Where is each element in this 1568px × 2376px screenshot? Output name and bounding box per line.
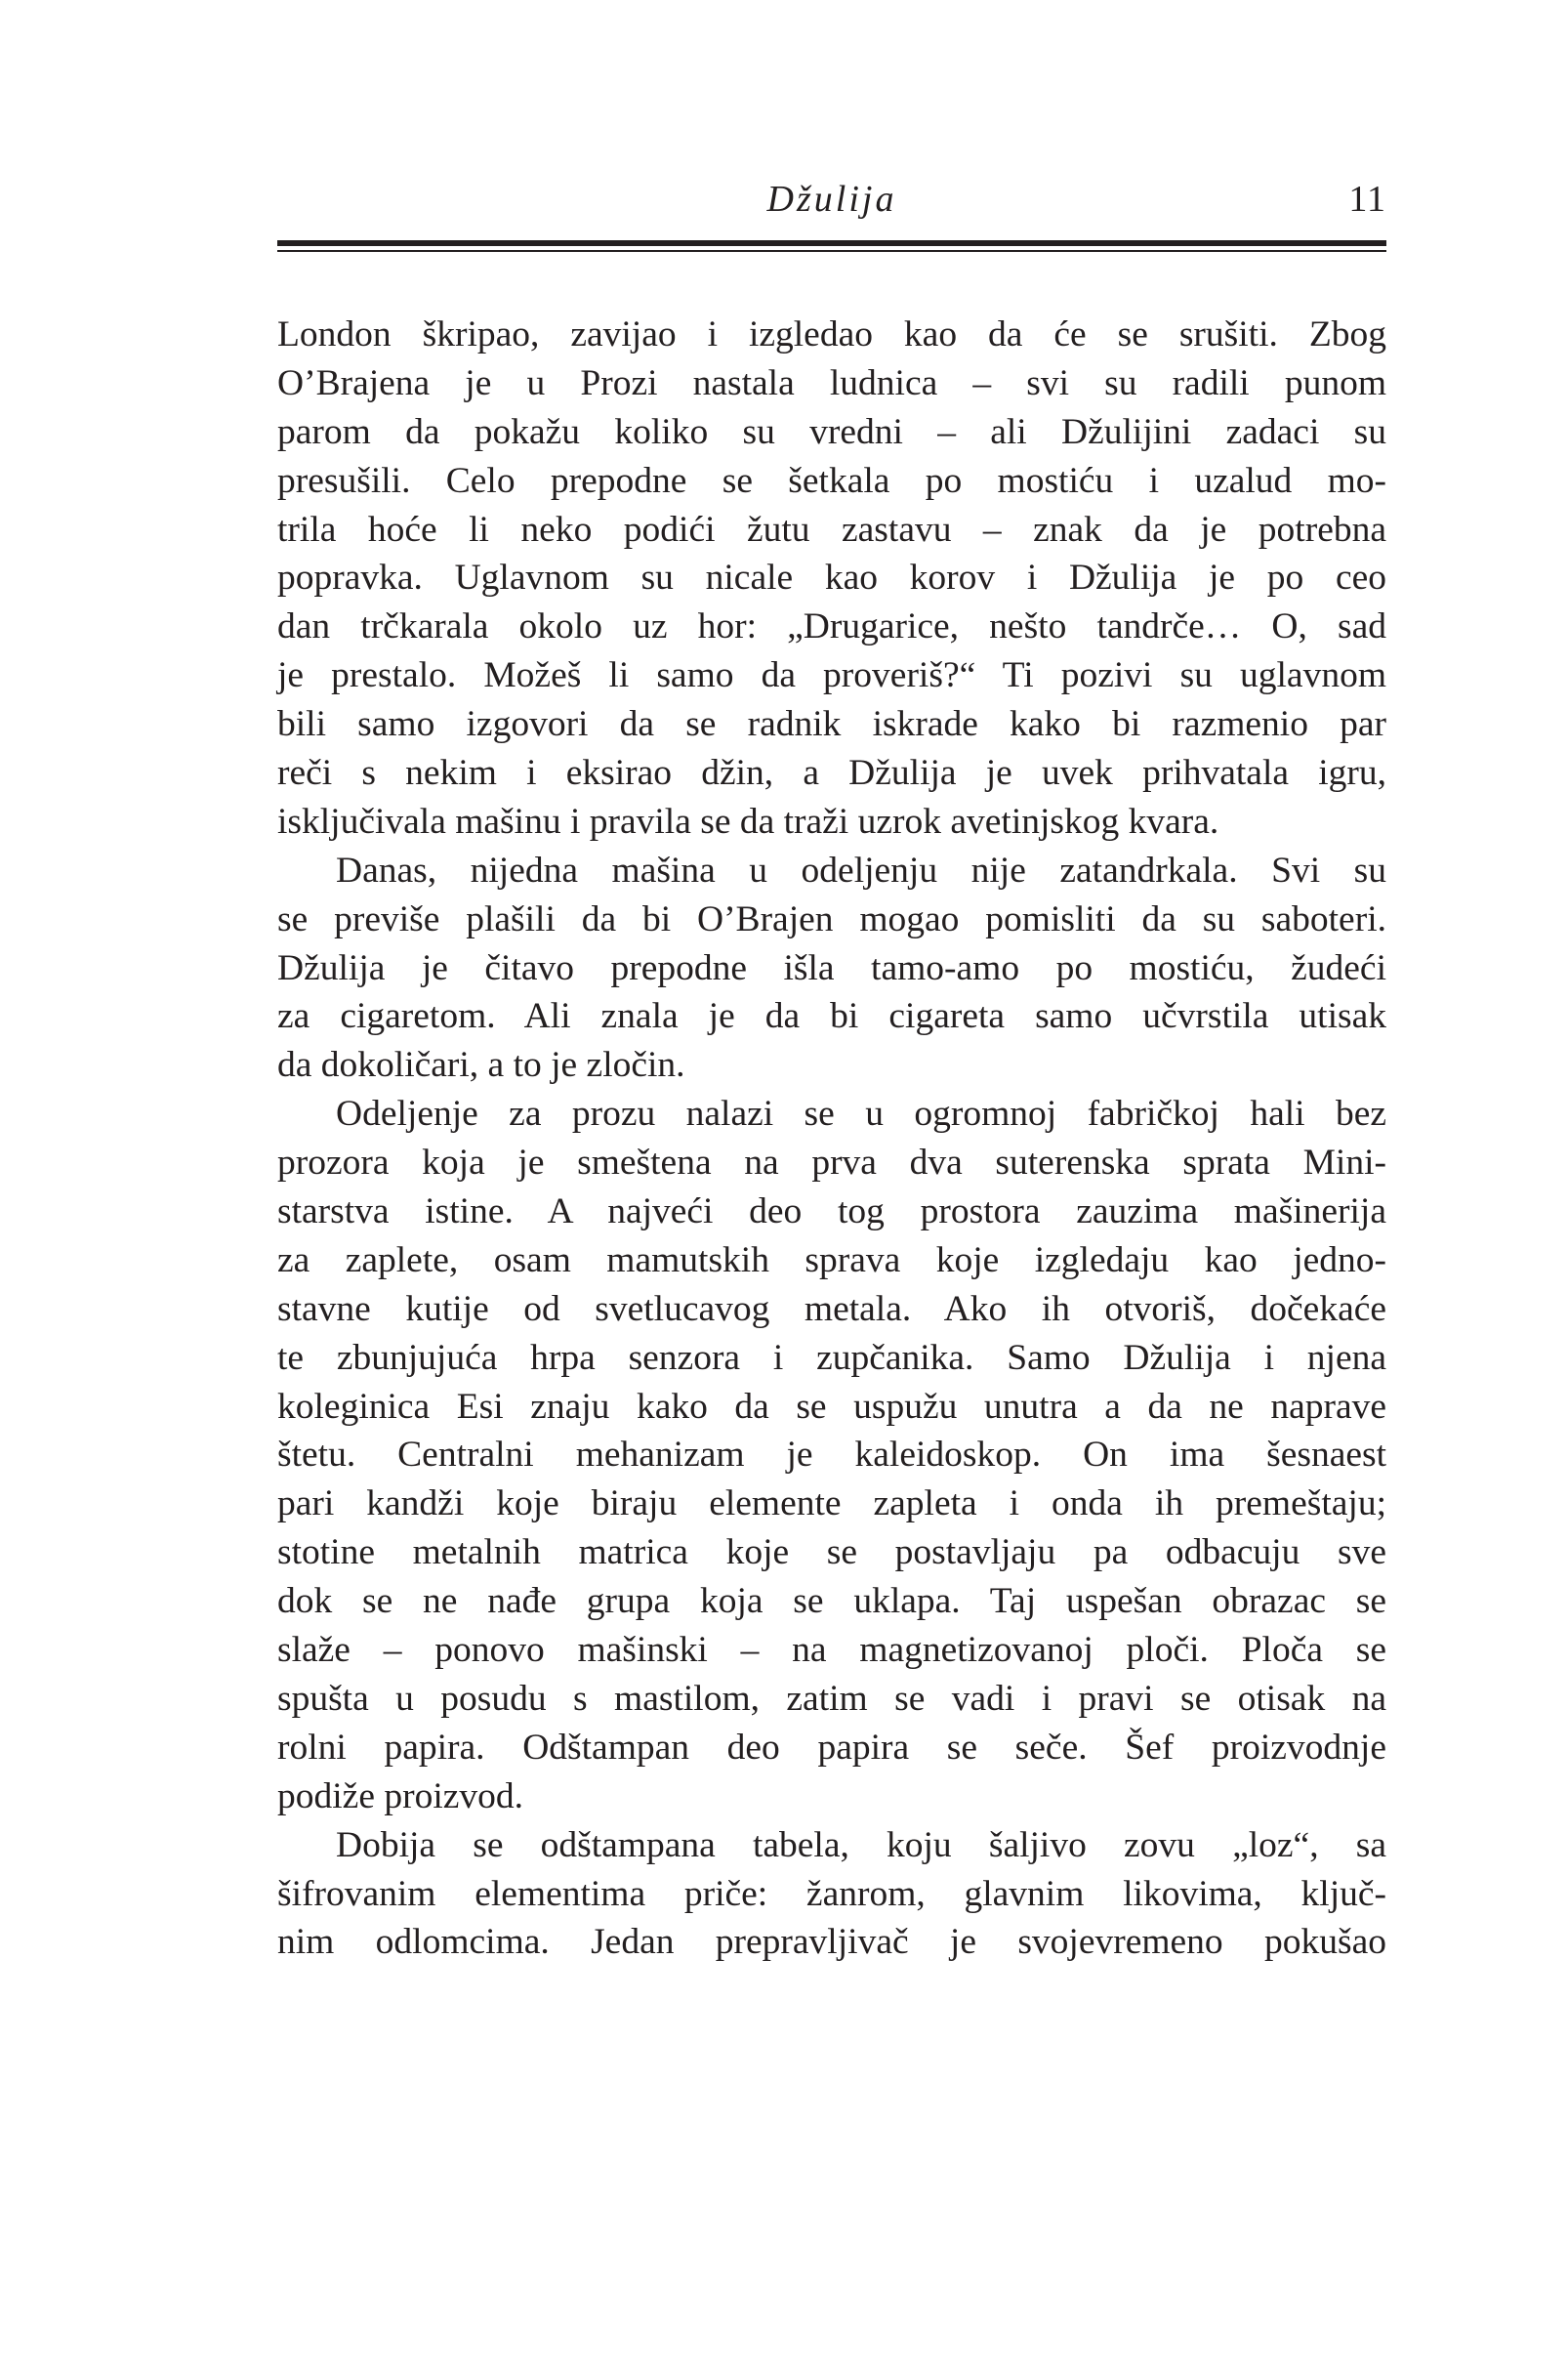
text-line: nim odlomcima. Jedan prepravljivač je svojevremeno pokušao bbox=[277, 1922, 1386, 1963]
text-line: je prestalo. Možeš li samo da proveriš?“ Ti pozivi su uglavnom bbox=[277, 655, 1386, 696]
text-line: Dobija se odštampana tabela, koju šaljivo zovu „loz“, sa bbox=[336, 1824, 1386, 1865]
text-line: parom da pokažu koliko su vredni – ali Džulijini zadaci su bbox=[277, 411, 1386, 452]
text-line: isključivala mašinu i pravila se da traži uzrok avetinjskog kvara. bbox=[277, 801, 1219, 842]
text-line: bili samo izgovori da se radnik iskrade kako bi razmenio par bbox=[277, 704, 1386, 745]
text-line: presušili. Celo prepodne se šetkala po mostiću i uzalud mo- bbox=[277, 460, 1386, 501]
running-head bbox=[277, 174, 1386, 232]
text-line: koleginica Esi znaju kako da se uspužu unutra a da ne naprave bbox=[277, 1386, 1386, 1427]
header-rule-thin bbox=[277, 250, 1386, 252]
text-line: štetu. Centralni mehanizam je kaleidoskop. On ima šesnaest bbox=[277, 1435, 1386, 1476]
text-line: stotine metalnih matrica koje se postavljaju pa odbacuju sve bbox=[277, 1532, 1386, 1573]
text-line: rolni papira. Odštampan deo papira se seče. Šef proizvodnje bbox=[277, 1727, 1386, 1768]
text-line: za cigaretom. Ali znala je da bi cigareta samo učvrstila utisak bbox=[277, 996, 1386, 1037]
text-line: za zaplete, osam mamutskih sprava koje izgledaju kao jedno- bbox=[277, 1239, 1386, 1280]
text-line: se previše plašili da bi O’Brajen mogao pomisliti da su saboteri. bbox=[277, 898, 1386, 939]
text-line: dan trčkarala okolo uz hor: „Drugarice, nešto tandrče… O, sad bbox=[277, 606, 1386, 647]
text-line: podiže proizvod. bbox=[277, 1775, 524, 1816]
text-line: London škripao, zavijao i izgledao kao da će se srušiti. Zbog bbox=[277, 314, 1386, 354]
text-line: Odeljenje za prozu nalazi se u ogromnoj fabričkoj hali bez bbox=[336, 1094, 1386, 1135]
text-line: Džulija je čitavo prepodne išla tamo-amo po mostiću, žudeći bbox=[277, 947, 1386, 988]
text-line: slaže – ponovo mašinski – na magnetizovanoj ploči. Ploča se bbox=[277, 1630, 1386, 1671]
text-line: dok se ne nađe grupa koja se uklapa. Taj uspešan obrazac se bbox=[277, 1581, 1386, 1622]
text-line: Danas, nijedna mašina u odeljenju nije zatandrkala. Svi su bbox=[336, 850, 1386, 891]
text-line: spušta u posudu s mastilom, zatim se vadi i pravi se otisak na bbox=[277, 1678, 1386, 1719]
text-line: starstva istine. A najveći deo tog prostora zauzima mašinerija bbox=[277, 1191, 1386, 1232]
text-line: da dokoličari, a to je zločin. bbox=[277, 1045, 685, 1086]
text-line: trila hoće li neko podići žutu zastavu – znak da je potrebna bbox=[277, 509, 1386, 550]
text-line: te zbunjujuća hrpa senzora i zupčanika. Samo Džulija i njena bbox=[277, 1337, 1386, 1378]
text-line: šifrovanim elementima priče: žanrom, glavnim likovima, ključ- bbox=[277, 1873, 1386, 1914]
header-rule-thick bbox=[277, 240, 1386, 246]
text-line: O’Brajena je u Prozi nastala ludnica – svi su radili punom bbox=[277, 362, 1386, 403]
text-line: stavne kutije od svetlucavog metala. Ako ih otvoriš, dočekaće bbox=[277, 1288, 1386, 1329]
running-title: Džulija bbox=[766, 179, 897, 220]
text-line: prozora koja je smeštena na prva dva suterenska sprata Mini- bbox=[277, 1143, 1386, 1184]
text-line: pari kandži koje biraju elemente zapleta i onda ih premeštaju; bbox=[277, 1483, 1386, 1524]
text-line: popravka. Uglavnom su nicale kao korov i Džulija je po ceo bbox=[277, 558, 1386, 599]
body-text bbox=[277, 311, 1386, 1967]
text-line: reči s nekim i eksirao džin, a Džulija je uvek prihvatala igru, bbox=[277, 753, 1386, 794]
page-number: 11 bbox=[1348, 179, 1386, 220]
